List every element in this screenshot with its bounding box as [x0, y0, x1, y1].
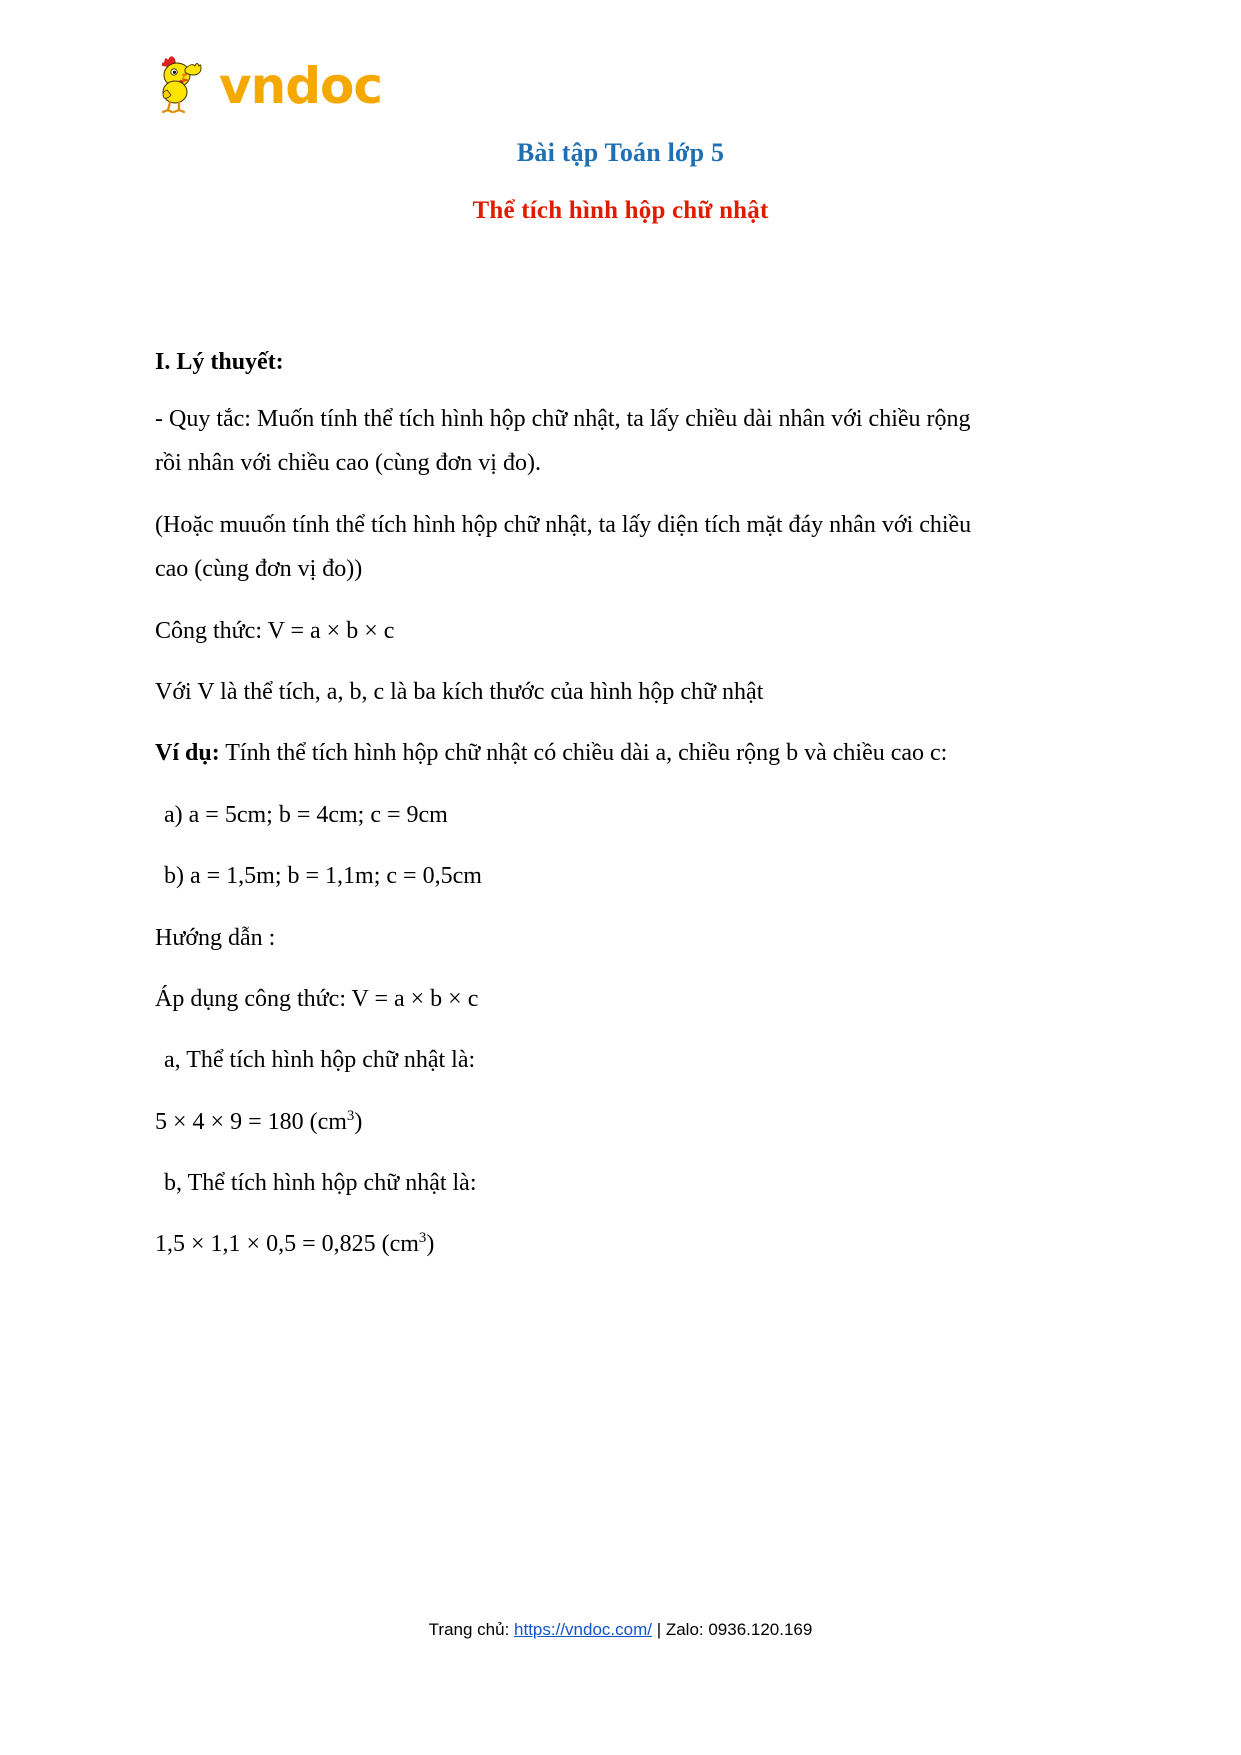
example-item-a: a) a = 5cm; b = 4cm; c = 9cm — [164, 801, 448, 828]
paragraph-apply-formula: Áp dụng công thức: V = a × b × c — [155, 985, 479, 1012]
answer-b-value-post: ) — [426, 1231, 435, 1258]
footer-suffix: | Zalo: 0936.120.169 — [651, 1620, 813, 1639]
answer-a-value — [155, 1100, 975, 1144]
paragraph-rule-alternative: (Hoặc muuốn tính thể tích hình hộp chữ nhật, ta lấy diện tích mặt đáy nhân với chiều cao (cùng đơn vị đo)) — [155, 511, 972, 583]
chick-mascot-icon — [155, 52, 213, 114]
answer-a-value-pre: 5 × 4 × 9 = 180 (cm — [155, 1108, 347, 1135]
answer-b-value-exponent: 3 — [418, 1230, 427, 1247]
example-label: Ví dụ: — [155, 740, 220, 767]
page-footer — [0, 1620, 1241, 1640]
example-text: Tính thể tích hình hộp chữ nhật có chiều dài a, chiều rộng b và chiều cao c: — [219, 740, 948, 767]
guide-label: Hướng dẫn : — [155, 924, 276, 951]
answer-a-value-post: ) — [354, 1108, 363, 1135]
paragraph-formula-note: Với V là thể tích, a, b, c là ba kích thước của hình hộp chữ nhật — [155, 678, 764, 705]
answer-b-value-pre: 1,5 × 1,1 × 0,5 = 0,825 (cm — [155, 1231, 419, 1258]
footer-homepage-link[interactable]: https://vndoc.com/ — [514, 1620, 652, 1639]
footer-prefix: Trang chủ: — [428, 1620, 515, 1639]
document-body — [155, 298, 975, 1267]
logo-wordmark: vndoc — [219, 57, 382, 115]
paragraph-formula: Công thức: V = a × b × c — [155, 617, 395, 644]
paragraph-rule: - Quy tắc: Muốn tính thể tích hình hộp chữ nhật, ta lấy chiều dài nhân với chiều rộng rồi nhân với chiều cao (cùng đơn vị đo). — [155, 406, 971, 477]
answer-b-label: b, Thể tích hình hộp chữ nhật là: — [164, 1170, 477, 1197]
section-heading-theory: I. Lý thuyết: — [155, 349, 284, 375]
page-title: Bài tập Toán lớp 5 — [516, 138, 725, 167]
example-item-b: b) a = 1,5m; b = 1,1m; c = 0,5cm — [164, 863, 482, 890]
page-subtitle: Thể tích hình hộp chữ nhật — [472, 197, 769, 224]
site-logo[interactable] — [155, 52, 382, 114]
answer-a-label: a, Thể tích hình hộp chữ nhật là: — [164, 1047, 476, 1074]
answer-b-value — [155, 1222, 975, 1266]
paragraph-example — [155, 731, 975, 775]
answer-a-value-exponent: 3 — [346, 1107, 355, 1124]
